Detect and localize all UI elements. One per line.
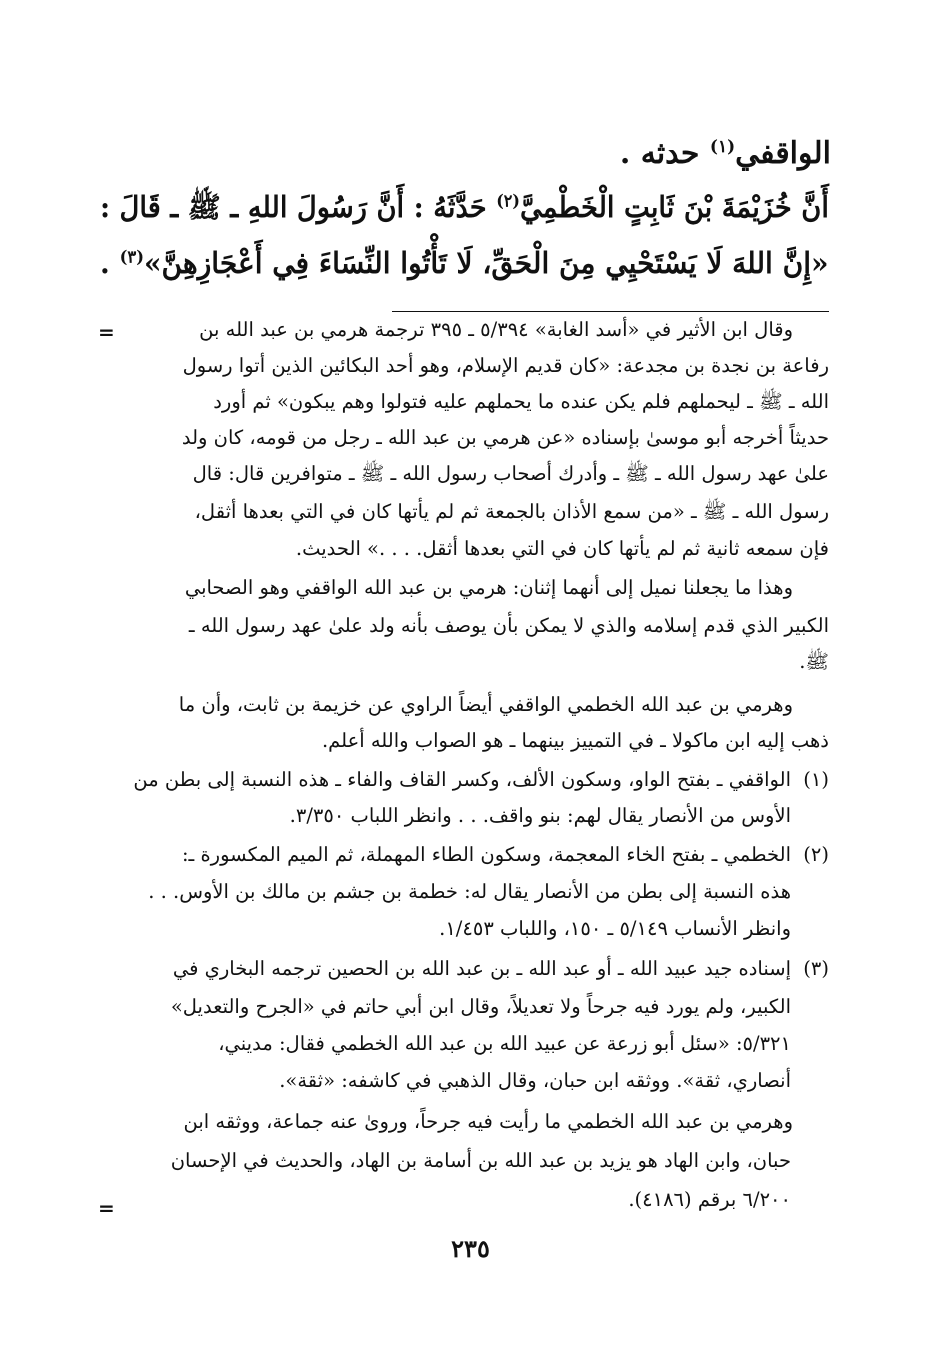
note-line: ﷺ. [799, 650, 829, 673]
footnote-ref-1: (١) [709, 137, 736, 157]
footnote-3-line: ٦/٢٠٠ برقم (٤١٨٦). [628, 1188, 791, 1211]
note-line: علىٰ عهد رسول الله ـ ﷺ ـ وأدرك أصحاب رسول الله ـ ﷺ ـ متوافرين قال: قال [192, 462, 829, 485]
header-rest: حدثه . [619, 136, 710, 171]
hadith-line-1 [100, 190, 829, 232]
note-line: رسول الله ـ ﷺ ـ «من سمع الأذان بالجمعة ثم لم يأتها كان في التي بعدها أثقل، [194, 500, 829, 523]
hadith-line-1-a: أَنَّ خُزَيْمَةَ بْنَ ثَابِتٍ الْخَطْمِيَّ [520, 190, 829, 224]
footnote-2-line: هذه النسبة إلى بطن من الأنصار يقال له: خطمة بن جشم بن مالك بن الأوس. . . [148, 880, 791, 903]
narrator-name: الواقفي [735, 136, 831, 171]
note-line: ذهب إليه ابن ماكولا ـ في التمييز بينهما ـ هو الصواب والله أعلم. [321, 729, 829, 752]
page-number: ٢٣٥ [451, 1234, 490, 1263]
hadith-line-2-a: «إِنَّ اللهَ لَا يَسْتَحْيِي مِنَ الْحَقِّ، لَا تَأْتُوا النِّسَاءَ فِي أَعْجَازِهِنَّ» [144, 246, 829, 280]
hadith-line-2-b: . [100, 246, 121, 280]
note-line: الله ـ ﷺ ـ ليحملهم فلم يكن عنده ما يحملهم عليه فتولوا وهم يبكون» ثم أورد [213, 390, 829, 413]
note-line: فإن سمعه ثانية ثم لم يأتها كان في التي بعدها أثقل. . . .» الحديث. [295, 537, 829, 560]
footnote-3-line: أنصاري، ثقة». ووثقه ابن حبان، وقال الذهبي في كاشفه: «ثقة». [279, 1069, 791, 1092]
footnote-3-line: إسناده جيد عبيد الله ـ أو عبد الله ـ بن عبد الله بن الحصين ترجمه البخاري في [172, 957, 791, 980]
note-line: رفاعة بن نجدة بن مجدعة: «كان قديم الإسلام، وهو أحد البكائين الذين أتوا رسول [182, 354, 829, 377]
note-line: وقال ابن الأثير في «أسد الغابة» ٥/٣٩٤ ـ ٣٩٥ ترجمة هرمي بن عبد الله بن [199, 318, 793, 341]
continuation-marker: = [98, 320, 115, 344]
note-line: وهذا ما يجعلنا نميل إلى أنهما إثنان: هرمي بن عبد الله الواقفي وهو الصحابي [184, 576, 793, 599]
hadith-line-2 [100, 246, 829, 280]
continuation-line [620, 136, 831, 171]
note-line: وهرمي بن عبد الله الخطمي الواقفي أيضاً الراوي عن خزيمة بن ثابت، وأن ما [178, 693, 793, 716]
footnote-3-line: ٥/٣٢١: «سئل أبو زرعة عن عبيد الله بن عبد الله الخطمي فقال: مديني، [218, 1032, 791, 1055]
footnote-number-1: (١) [803, 768, 829, 791]
note-line: الكبير الذي قدم إسلامه والذي لا يمكن بأن يوصف بأنه ولد علىٰ عهد رسول الله ـ [188, 614, 829, 637]
footnote-3-line: الكبير، ولم يورد فيه جرحاً ولا تعديلاً، وقال ابن أبي حاتم في «الجرح والتعديل» [170, 995, 791, 1018]
footnote-separator [392, 311, 829, 312]
footnote-ref-2: (٢) [496, 191, 521, 212]
footnote-2-line: الخطمي ـ بفتح الخاء المعجمة، وسكون الطاء المهملة، ثم الميم المكسورة ـ: [181, 843, 791, 866]
continues-marker: = [98, 1196, 115, 1220]
footnote-3-line: وهرمي بن عبد الله الخطمي ما رأيت فيه جرحاً، وروىٰ عنه جماعة، ووثقه ابن [183, 1110, 793, 1133]
footnote-ref-3: (٣) [120, 247, 145, 268]
footnote-3-line: حبان، وابن الهاد هو يزيد بن عبد الله بن أسامة بن الهاد، والحديث في الإحسان [170, 1149, 791, 1172]
note-line: حديثاً أخرجه أبو موسىٰ بإسناده «عن هرمي بن عبد الله ـ رجل من قومه، كان ولد [181, 426, 829, 449]
hadith-line-1-b: حَدَّثَهُ : أَنَّ رَسُولَ اللهِ ـ ﷺ ـ قَالَ : [100, 190, 497, 224]
footnote-number-3: (٣) [803, 957, 829, 980]
footnote-1-line: الأوس من الأنصار يقال لهم: بنو واقف. . . وانظر اللباب ٣/٣٥٠. [289, 804, 791, 827]
footnote-2-line: وانظر الأنساب ٥/١٤٩ ـ ١٥٠، واللباب ١/٤٥٣. [439, 917, 791, 940]
footnote-number-2: (٢) [803, 843, 829, 866]
footnote-1-line: الواقفي ـ بفتح الواو، وسكون الألف، وكسر القاف والفاء ـ هذه النسبة إلى بطن من [133, 768, 791, 791]
